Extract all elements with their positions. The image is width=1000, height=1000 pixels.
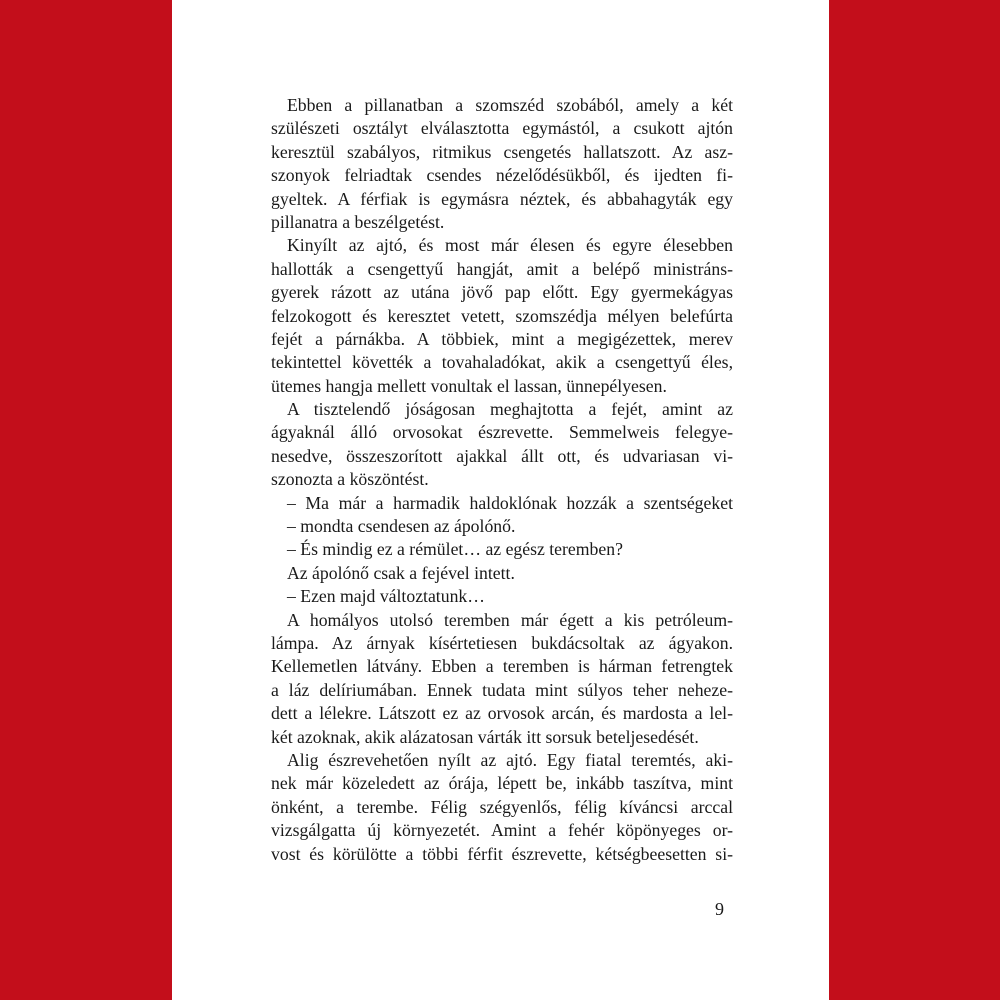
- text-line: gyeltek. A férfiak is egymásra néztek, és abbahagyták egy: [271, 188, 733, 209]
- text-line: pillanatra a beszélgetést.: [271, 211, 445, 232]
- text-line: keresztül szabályos, ritmikus csengetés hallatszott. Az asz-: [271, 141, 733, 162]
- text-line: hallották a csengettyű hangját, amit a belépő ministráns-: [271, 258, 733, 279]
- text-line: ütemes hangja mellett vonultak el lassan, ünnepélyesen.: [271, 375, 667, 396]
- text-line: felzokogott és keresztet vetett, szomszédja mélyen belefúrta: [271, 305, 733, 326]
- page-number: 9: [715, 899, 724, 919]
- text-line: nek már közeledett az órája, lépett be, inkább taszítva, mint: [271, 773, 733, 794]
- text-line: szonozta a köszöntést.: [271, 469, 429, 490]
- text-line: – És mindig ez a rémület… az egész teremben?: [287, 539, 623, 560]
- text-line: nesedve, összeszorított ajakkal állt ott, és udvariasan vi-: [271, 445, 733, 466]
- text-line: lámpa. Az árnyak kísértetiesen bukdácsoltak az ágyakon.: [271, 632, 733, 653]
- text-line: szülészeti osztályt elválasztotta egymástól, a csukott ajtón: [271, 118, 733, 139]
- text-line: fejét a párnákba. A többiek, mint a megigézettek, merev: [271, 328, 733, 349]
- text-line: – Ezen majd változtatunk…: [287, 586, 485, 607]
- body-text: [271, 94, 733, 866]
- text-line: Kinyílt az ajtó, és most már élesen és egyre élesebben: [287, 235, 733, 256]
- text-line: gyerek rázott az utána jövő pap előtt. Egy gyermekágyas: [271, 282, 733, 303]
- text-line: A homályos utolsó teremben már égett a kis petróleum-: [287, 609, 733, 630]
- text-line: Alig észrevehetően nyílt az ajtó. Egy fiatal teremtés, aki-: [287, 749, 733, 770]
- text-line: dett a lélekre. Látszott ez az orvosok arcán, és mardosta a lel-: [271, 703, 733, 724]
- text-line: tekintettel követték a tovahaladókat, akik a csengettyű éles,: [271, 352, 733, 373]
- text-line: A tisztelendő jóságosan meghajtotta a fejét, amint az: [287, 399, 733, 420]
- text-line: a láz delíriumában. Ennek tudata mint súlyos teher neheze-: [271, 679, 733, 700]
- text-line: önként, a terembe. Félig szégyenlős, félig kíváncsi arccal: [271, 796, 733, 817]
- text-line: Az ápolónő csak a fejével intett.: [287, 562, 515, 583]
- left-red-border: [0, 0, 172, 1000]
- text-line: két azoknak, akik alázatosan várták itt sorsuk beteljesedését.: [271, 726, 699, 747]
- text-line: szonyok felriadtak csendes nézelődésükből, és ijedten fi-: [271, 165, 733, 186]
- text-line: Ebben a pillanatban a szomszéd szobából, amely a két: [287, 95, 733, 115]
- text-line: Kellemetlen látvány. Ebben a teremben is hárman fetrengtek: [271, 656, 733, 677]
- page-sheet: [172, 0, 829, 1000]
- text-line: – mondta csendesen az ápolónő.: [287, 516, 516, 537]
- text-line: vizsgálgatta új környezetét. Amint a fehér köpönyeges or-: [271, 820, 733, 841]
- text-line: – Ma már a harmadik haldoklónak hozzák a szentségeket: [287, 492, 733, 513]
- right-red-border: [829, 0, 1000, 1000]
- text-line: vost és körülötte a többi férfit észrevette, kétségbeesetten si-: [271, 843, 733, 864]
- text-line: ágyaknál álló orvosokat észrevette. Semmelweis felegye-: [271, 422, 733, 443]
